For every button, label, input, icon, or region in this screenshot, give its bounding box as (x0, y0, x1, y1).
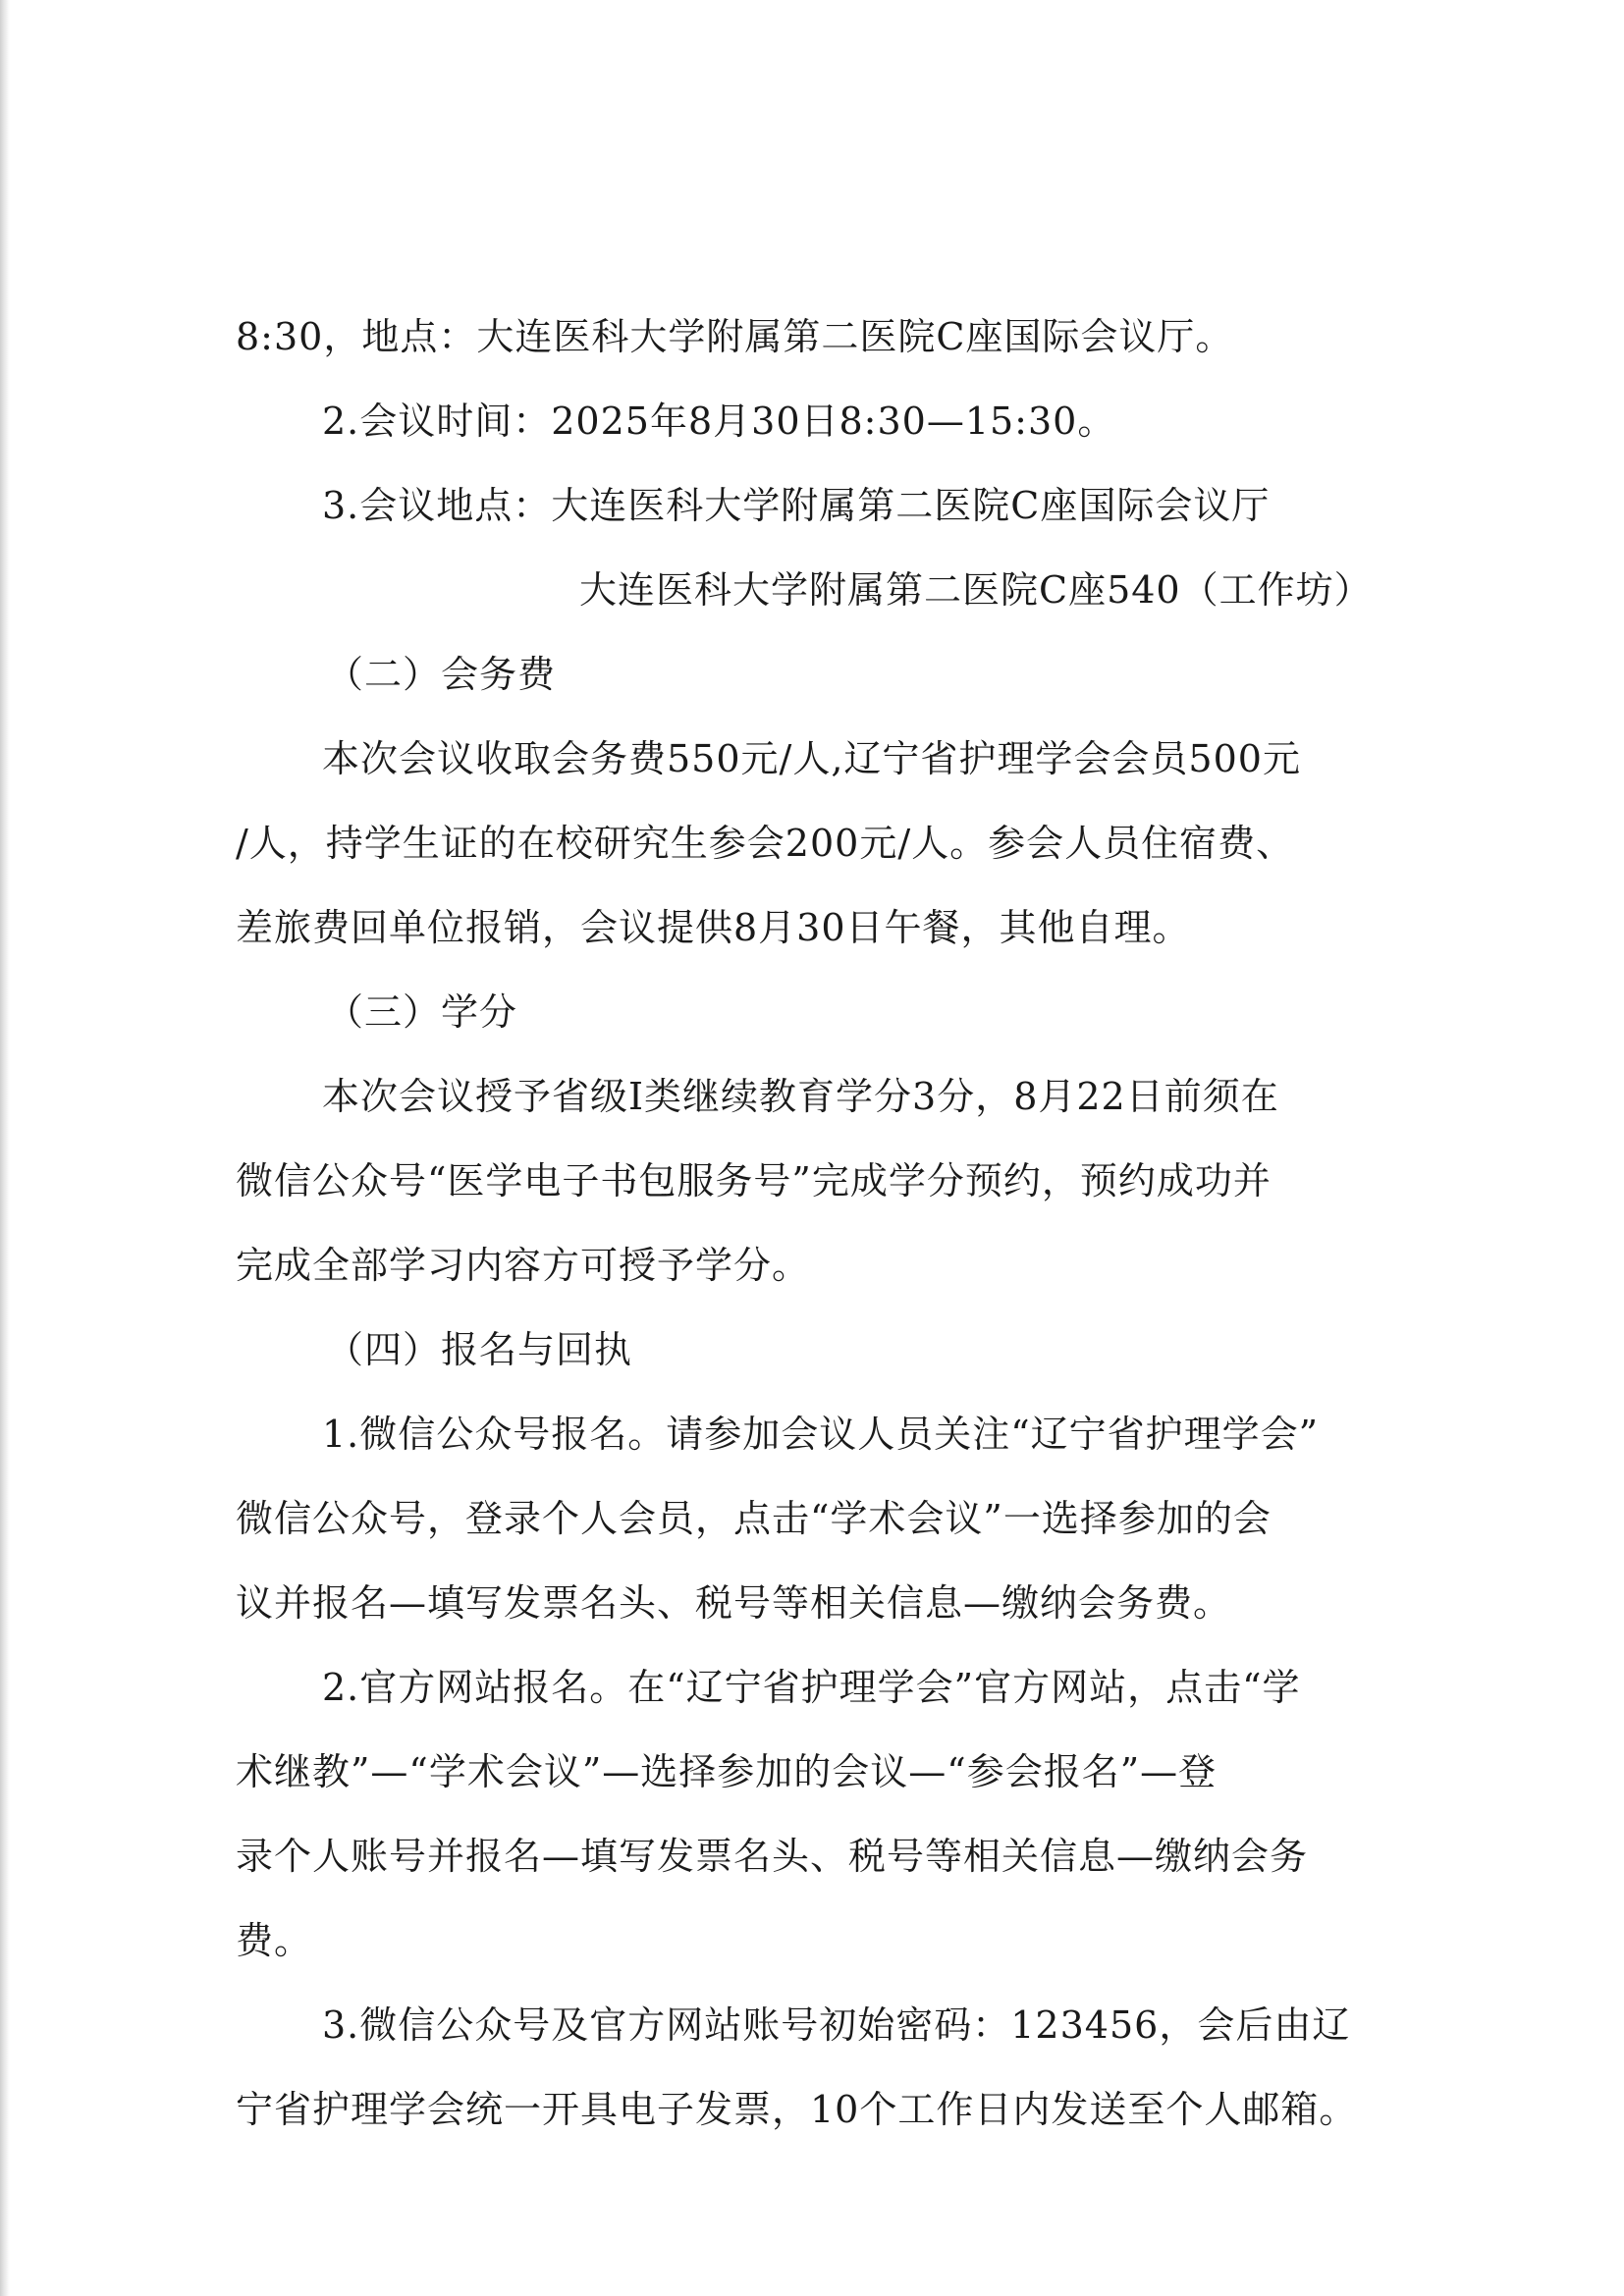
text-line: 3.会议地点：大连医科大学附属第二医院C座国际会议厅 (322, 484, 1271, 527)
document-page (236, 294, 1453, 2152)
text-line: 宁省护理学会统一开具电子发票，10个工作日内发送至个人邮箱。 (236, 2088, 1358, 2131)
text-line: 2.官方网站报名。在“辽宁省护理学会”官方网站，点击“学 (322, 1666, 1301, 1709)
text-line: 1.微信公众号报名。请参加会议人员关注“辽宁省护理学会” (322, 1413, 1320, 1456)
text-line: 8:30，地点：大连医科大学附属第二医院C座国际会议厅。 (236, 315, 1234, 358)
text-line: 完成全部学习内容方可授予学分。 (236, 1244, 811, 1287)
text-line: 微信公众号，登录个人会员，点击“学术会议”一选择参加的会 (236, 1497, 1272, 1540)
text-line: 录个人账号并报名—填写发票名头、税号等相关信息—缴纳会务 (236, 1835, 1309, 1878)
text-line: /人，持学生证的在校研究生参会200元/人。参会人员住宿费、 (236, 822, 1295, 865)
section-heading: （二）会务费 (326, 653, 557, 696)
text-line: 本次会议授予省级Ⅰ类继续教育学分3分，8月22日前须在 (322, 1075, 1279, 1118)
text-line: 大连医科大学附属第二医院C座540（工作坊） (579, 568, 1373, 612)
text-line: 术继教”—“学术会议”—选择参加的会议—“参会报名”—登 (236, 1750, 1218, 1793)
text-line: 微信公众号“医学电子书包服务号”完成学分预约，预约成功并 (236, 1159, 1272, 1202)
section-heading: （三）学分 (326, 990, 518, 1034)
text-line: 议并报名—填写发票名头、税号等相关信息—缴纳会务费。 (236, 1581, 1232, 1625)
text-line: 差旅费回单位报销，会议提供8月30日午餐，其他自理。 (236, 906, 1191, 949)
text-line: 费。 (236, 1919, 313, 1962)
scan-edge (0, 0, 10, 2296)
section-heading: （四）报名与回执 (326, 1328, 633, 1371)
text-line: 2.会议时间：2025年8月30日8:30—15:30。 (322, 400, 1116, 443)
text-line: 3.微信公众号及官方网站账号初始密码：123456，会后由辽 (322, 2003, 1351, 2047)
text-line: 本次会议收取会务费550元/人,辽宁省护理学会会员500元 (322, 737, 1301, 780)
